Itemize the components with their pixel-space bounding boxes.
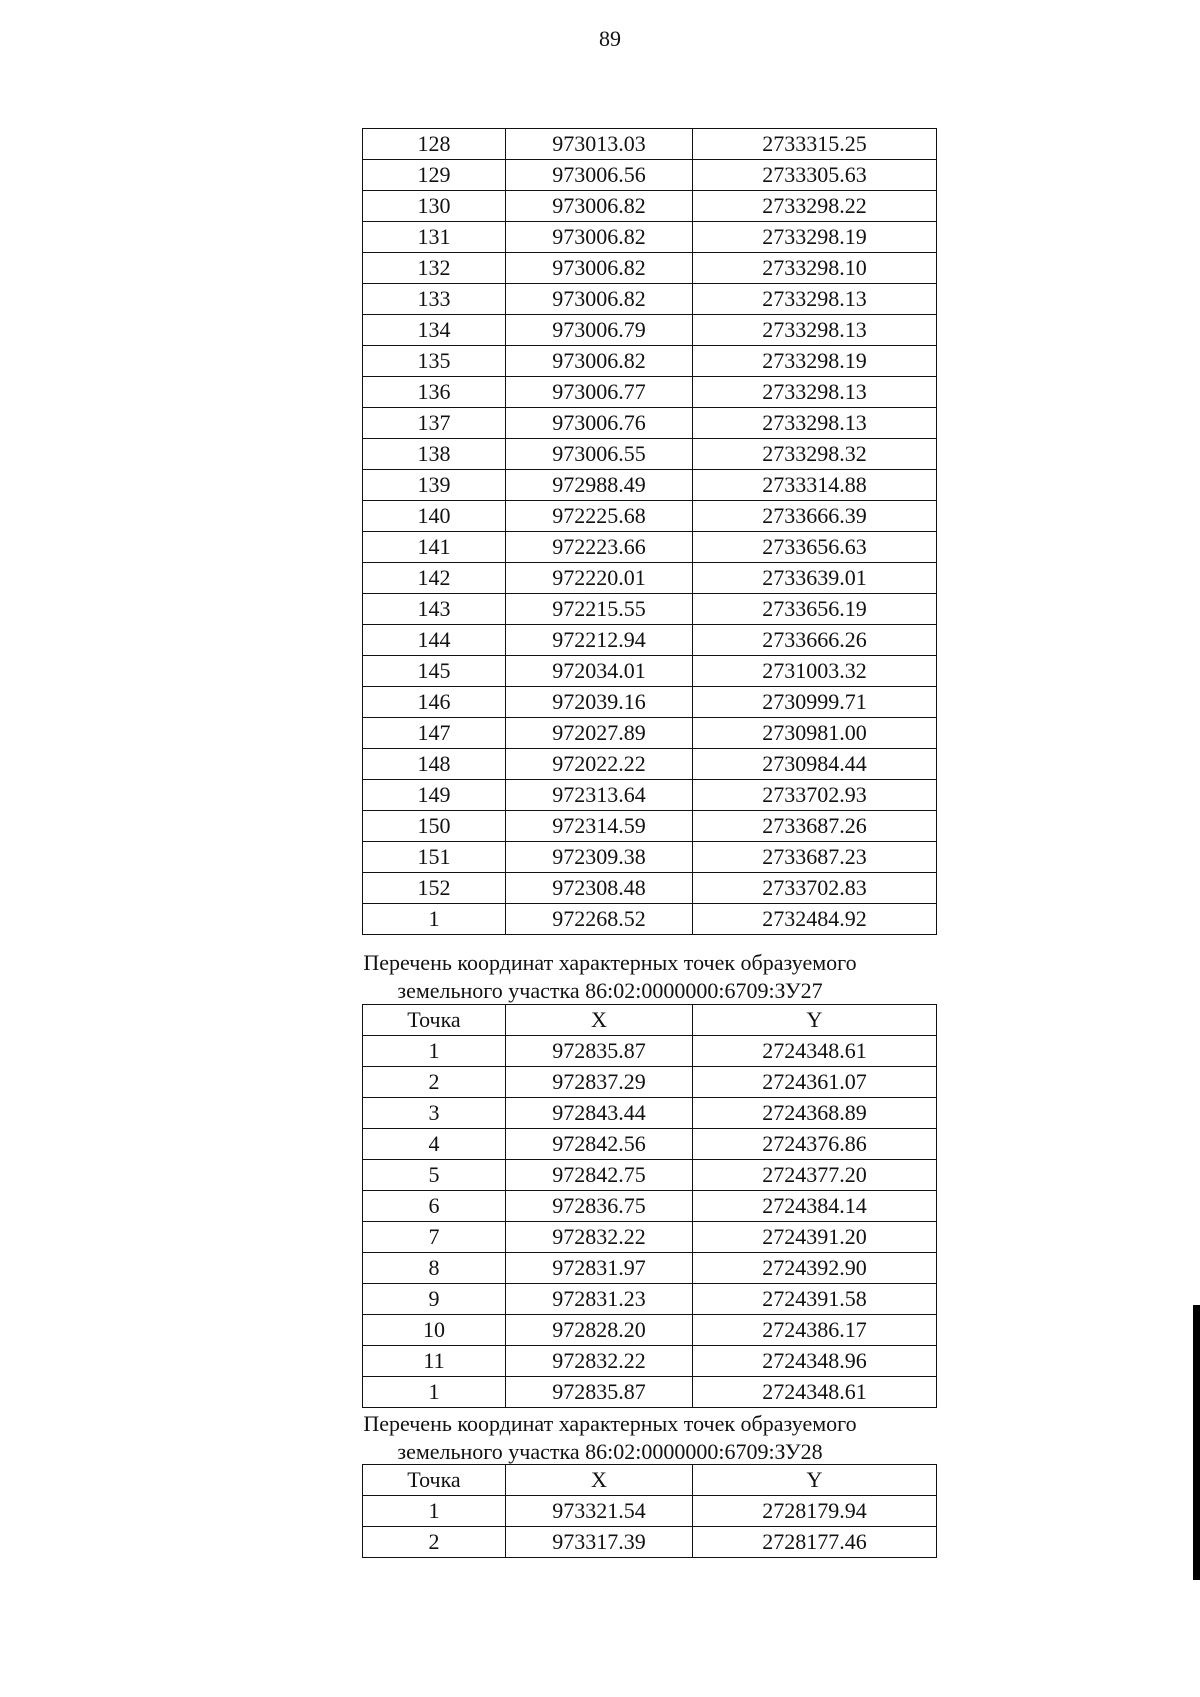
cell-y: 2733639.01: [693, 563, 937, 594]
cell-x: 972034.01: [506, 656, 693, 687]
cell-point: 151: [363, 842, 506, 873]
cell-x: 973006.82: [506, 222, 693, 253]
cell-y: 2728179.94: [693, 1496, 937, 1527]
cell-point: 146: [363, 687, 506, 718]
cell-x: 972835.87: [506, 1036, 693, 1067]
table-row: [363, 160, 937, 191]
cell-y: 2733666.26: [693, 625, 937, 656]
cell-point: 2: [363, 1527, 506, 1558]
coordinates-table-zu27: [362, 1004, 937, 1408]
cell-y: 2724348.61: [693, 1036, 937, 1067]
cell-y: 2733702.93: [693, 780, 937, 811]
cell-y: 2732484.92: [693, 904, 937, 935]
cell-x: 972831.23: [506, 1284, 693, 1315]
cell-point: 141: [363, 532, 506, 563]
header-point: Точка: [363, 1005, 506, 1036]
cell-point: 138: [363, 439, 506, 470]
cell-y: 2724391.20: [693, 1222, 937, 1253]
cell-point: 1: [363, 904, 506, 935]
table-row: [363, 315, 937, 346]
table-row: [363, 718, 937, 749]
table-row: [363, 563, 937, 594]
cell-point: 148: [363, 749, 506, 780]
cell-y: 2733702.83: [693, 873, 937, 904]
cell-x: 972268.52: [506, 904, 693, 935]
cell-x: 972837.29: [506, 1067, 693, 1098]
cell-x: 973006.82: [506, 191, 693, 222]
cell-y: 2733687.26: [693, 811, 937, 842]
header-y: Y: [693, 1465, 937, 1496]
table-header-row: [363, 1005, 937, 1036]
cell-x: 972223.66: [506, 532, 693, 563]
cell-point: 129: [363, 160, 506, 191]
cell-x: 972842.75: [506, 1160, 693, 1191]
table-row: [363, 284, 937, 315]
cell-y: 2733298.13: [693, 284, 937, 315]
cell-y: 2733656.19: [693, 594, 937, 625]
table-row: [363, 1527, 937, 1558]
cell-x: 972836.75: [506, 1191, 693, 1222]
cell-y: 2733687.23: [693, 842, 937, 873]
table-row: [363, 625, 937, 656]
table-row: [363, 377, 937, 408]
cell-y: 2728177.46: [693, 1527, 937, 1558]
table-row: [363, 191, 937, 222]
table-row: [363, 501, 937, 532]
table-row: [363, 1284, 937, 1315]
cell-x: 972220.01: [506, 563, 693, 594]
cell-point: 131: [363, 222, 506, 253]
table-row: [363, 811, 937, 842]
table-row: [363, 129, 937, 160]
table-row: [363, 1253, 937, 1284]
cell-point: 2: [363, 1067, 506, 1098]
cell-point: 137: [363, 408, 506, 439]
cell-point: 4: [363, 1129, 506, 1160]
cell-x: 973006.79: [506, 315, 693, 346]
table-row: [363, 904, 937, 935]
cell-point: 5: [363, 1160, 506, 1191]
cell-x: 973006.82: [506, 253, 693, 284]
header-x: X: [506, 1465, 693, 1496]
cell-point: 134: [363, 315, 506, 346]
cell-x: 972832.22: [506, 1346, 693, 1377]
coordinates-table-continued: [362, 128, 937, 935]
section-caption-zu27: [300, 949, 920, 1005]
cell-point: 1: [363, 1036, 506, 1067]
cell-y: 2733305.63: [693, 160, 937, 191]
table-row: [363, 1496, 937, 1527]
cell-point: 3: [363, 1098, 506, 1129]
cell-x: 972215.55: [506, 594, 693, 625]
cell-x: 973317.39: [506, 1527, 693, 1558]
cell-y: 2724348.61: [693, 1377, 937, 1408]
cell-x: 972308.48: [506, 873, 693, 904]
table-row: [363, 408, 937, 439]
cell-x: 972828.20: [506, 1315, 693, 1346]
cell-x: 973006.82: [506, 346, 693, 377]
cell-x: 972843.44: [506, 1098, 693, 1129]
table-row: [363, 656, 937, 687]
header-point: Точка: [363, 1465, 506, 1496]
cell-y: 2733298.19: [693, 222, 937, 253]
cell-y: 2733298.13: [693, 377, 937, 408]
cell-point: 133: [363, 284, 506, 315]
cell-y: 2733666.39: [693, 501, 937, 532]
cell-point: 7: [363, 1222, 506, 1253]
cell-y: 2733298.19: [693, 346, 937, 377]
cell-y: 2724384.14: [693, 1191, 937, 1222]
table-row: [363, 222, 937, 253]
cell-x: 972313.64: [506, 780, 693, 811]
table-row: [363, 749, 937, 780]
cell-y: 2733298.10: [693, 253, 937, 284]
cell-y: 2730984.44: [693, 749, 937, 780]
cell-point: 149: [363, 780, 506, 811]
cell-point: 9: [363, 1284, 506, 1315]
table-row: [363, 873, 937, 904]
cell-y: 2733315.25: [693, 129, 937, 160]
table-row: [363, 346, 937, 377]
cell-point: 1: [363, 1377, 506, 1408]
cell-point: 8: [363, 1253, 506, 1284]
caption-line-1: Перечень координат характерных точек образуемого: [363, 950, 857, 975]
table-row: [363, 780, 937, 811]
cell-x: 972835.87: [506, 1377, 693, 1408]
cell-y: 2724348.96: [693, 1346, 937, 1377]
cell-y: 2724392.90: [693, 1253, 937, 1284]
cell-x: 972309.38: [506, 842, 693, 873]
cell-x: 972988.49: [506, 470, 693, 501]
table-row: [363, 1315, 937, 1346]
cell-y: 2733298.13: [693, 315, 937, 346]
cell-x: 972842.56: [506, 1129, 693, 1160]
cell-point: 6: [363, 1191, 506, 1222]
cell-x: 972027.89: [506, 718, 693, 749]
cell-point: 143: [363, 594, 506, 625]
table-row: [363, 1222, 937, 1253]
cell-y: 2724376.86: [693, 1129, 937, 1160]
table-row: [363, 1191, 937, 1222]
cell-x: 973006.55: [506, 439, 693, 470]
cell-point: 130: [363, 191, 506, 222]
caption-line-2: земельного участка 86:02:0000000:6709:ЗУ27: [397, 978, 823, 1003]
table-row: [363, 1346, 937, 1377]
cell-point: 145: [363, 656, 506, 687]
page-number: 89: [599, 26, 621, 51]
cell-y: 2724368.89: [693, 1098, 937, 1129]
table-row: [363, 439, 937, 470]
cell-point: 10: [363, 1315, 506, 1346]
cell-point: 144: [363, 625, 506, 656]
cell-x: 973013.03: [506, 129, 693, 160]
cell-x: 972831.97: [506, 1253, 693, 1284]
table-row: [363, 470, 937, 501]
header-y: Y: [693, 1005, 937, 1036]
cell-x: 973006.76: [506, 408, 693, 439]
cell-x: 973006.82: [506, 284, 693, 315]
cell-point: 140: [363, 501, 506, 532]
table-row: [363, 687, 937, 718]
cell-point: 128: [363, 129, 506, 160]
cell-y: 2733656.63: [693, 532, 937, 563]
table-header-row: [363, 1465, 937, 1496]
cell-point: 152: [363, 873, 506, 904]
cell-point: 11: [363, 1346, 506, 1377]
table-row: [363, 1377, 937, 1408]
cell-y: 2724377.20: [693, 1160, 937, 1191]
cell-x: 972039.16: [506, 687, 693, 718]
cell-y: 2733298.13: [693, 408, 937, 439]
cell-point: 132: [363, 253, 506, 284]
cell-y: 2724361.07: [693, 1067, 937, 1098]
cell-x: 972832.22: [506, 1222, 693, 1253]
table-row: [363, 1067, 937, 1098]
section-caption-zu28: [300, 1410, 920, 1466]
cell-y: 2730981.00: [693, 718, 937, 749]
cell-point: 147: [363, 718, 506, 749]
table-row: [363, 1129, 937, 1160]
table-row: [363, 253, 937, 284]
table-row: [363, 1036, 937, 1067]
cell-y: 2731003.32: [693, 656, 937, 687]
cell-x: 972022.22: [506, 749, 693, 780]
cell-x: 972314.59: [506, 811, 693, 842]
table-row: [363, 842, 937, 873]
scan-edge-mark: [1193, 1305, 1200, 1580]
table-row: [363, 594, 937, 625]
cell-x: 973006.77: [506, 377, 693, 408]
cell-x: 972225.68: [506, 501, 693, 532]
cell-x: 972212.94: [506, 625, 693, 656]
header-x: X: [506, 1005, 693, 1036]
cell-y: 2733298.22: [693, 191, 937, 222]
table-row: [363, 532, 937, 563]
cell-point: 135: [363, 346, 506, 377]
cell-y: 2733314.88: [693, 470, 937, 501]
cell-y: 2730999.71: [693, 687, 937, 718]
caption-line-2: земельного участка 86:02:0000000:6709:ЗУ28: [397, 1439, 823, 1464]
cell-x: 973321.54: [506, 1496, 693, 1527]
cell-point: 150: [363, 811, 506, 842]
cell-y: 2724386.17: [693, 1315, 937, 1346]
cell-y: 2724391.58: [693, 1284, 937, 1315]
cell-point: 142: [363, 563, 506, 594]
table-row: [363, 1098, 937, 1129]
cell-x: 973006.56: [506, 160, 693, 191]
coordinates-table-zu28: [362, 1464, 937, 1558]
caption-line-1: Перечень координат характерных точек образуемого: [363, 1411, 857, 1436]
cell-y: 2733298.32: [693, 439, 937, 470]
cell-point: 1: [363, 1496, 506, 1527]
table-row: [363, 1160, 937, 1191]
cell-point: 136: [363, 377, 506, 408]
cell-point: 139: [363, 470, 506, 501]
